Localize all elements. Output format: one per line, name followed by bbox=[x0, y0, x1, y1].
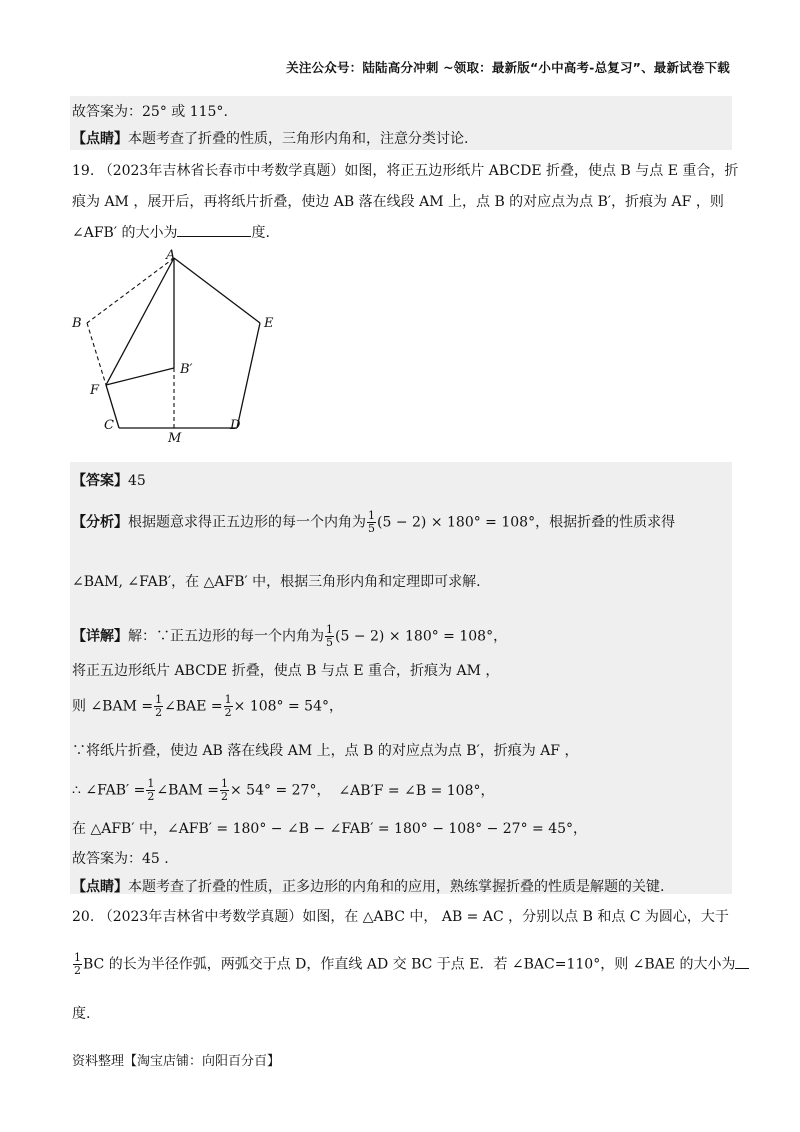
q19-detail-line6: 在 △AFB′ 中，∠AFB′ = 180° − ∠B − ∠FAB′ = 180° − 108° − 27° = 45°， bbox=[72, 821, 588, 837]
label-F: F bbox=[90, 383, 100, 398]
detail-text-3: × 54° = 27°， bbox=[230, 782, 331, 799]
stem-text-end: 度. bbox=[251, 225, 270, 241]
fraction bbox=[146, 778, 155, 803]
fraction bbox=[220, 778, 229, 803]
q20-stem-line2 bbox=[72, 952, 749, 977]
fraction bbox=[73, 952, 82, 977]
label-D: D bbox=[230, 418, 241, 433]
stem-text: BC 的长为半径作弧，两弧交于点 D，作直线 AD 交 BC 于点 E．若 ∠BAC=110°，则 ∠BAE 的大小为 bbox=[83, 956, 736, 973]
q19-stem-line2: 痕为 AM ，展开后，再将纸片折叠，使边 AB 落在线段 AM 上，点 B 的对应点为点 B′，折痕为 AF ，则 bbox=[72, 194, 724, 210]
analysis-text: 根据题意求得正五边形的每一个内角为 bbox=[128, 514, 366, 531]
analysis-label: 【分析】 bbox=[72, 514, 128, 531]
frac-den: 2 bbox=[224, 706, 232, 719]
fraction bbox=[367, 510, 376, 535]
q19-comment bbox=[72, 876, 664, 896]
label-E: E bbox=[264, 316, 274, 331]
q19-detail-line3 bbox=[72, 694, 343, 719]
label-C: C bbox=[104, 418, 114, 433]
q19-stem-line3 bbox=[72, 222, 270, 242]
detail-text-4: ∠AB′F = ∠B = 108°， bbox=[338, 782, 495, 799]
frac-num: 1 bbox=[74, 951, 81, 964]
fraction bbox=[325, 624, 334, 649]
fraction bbox=[224, 694, 233, 719]
answer-prefix: 故答案为： bbox=[72, 104, 142, 120]
comment-label: 【点睛】 bbox=[72, 879, 128, 895]
q20-stem-line1: 20. （2023年吉林省中考数学真题）如图，在 △ABC 中， AB = AC ，分别以点 B 和点 C 为圆心，大于 bbox=[72, 909, 729, 925]
frac-den: 2 bbox=[155, 706, 163, 719]
label-A: A bbox=[166, 248, 176, 263]
answer-value: 25° 或 115° bbox=[142, 104, 224, 120]
answer-blank bbox=[177, 224, 251, 237]
q19-analysis-line2: ∠BAM, ∠FAB′，在 △AFB′ 中，根据三角形内角和定理即可求解. bbox=[72, 574, 481, 590]
answer-blank bbox=[735, 956, 749, 969]
frac-num: 1 bbox=[326, 623, 333, 636]
frac-num: 1 bbox=[224, 693, 232, 706]
answer-suffix: . bbox=[223, 104, 228, 120]
q19-detail-line1 bbox=[72, 624, 507, 649]
frac-num: 1 bbox=[147, 777, 155, 790]
detail-label: 【详解】 bbox=[72, 628, 128, 645]
label-M: M bbox=[168, 431, 182, 446]
frac-den: 5 bbox=[368, 522, 375, 535]
pentagon-figure bbox=[60, 246, 360, 456]
frac-den: 2 bbox=[221, 790, 228, 803]
frac-num: 1 bbox=[155, 693, 163, 706]
q20-stem-line3: 度. bbox=[72, 1006, 91, 1022]
analysis-text-2: (5 − 2) × 180° = 108°，根据折叠的性质求得 bbox=[377, 514, 676, 531]
frac-den: 2 bbox=[74, 964, 81, 977]
comment-label: 【点睛】 bbox=[72, 131, 128, 147]
fraction bbox=[154, 694, 163, 719]
label-Bprime: B′ bbox=[180, 362, 193, 377]
frac-num: 1 bbox=[221, 777, 228, 790]
page-header: 关注公众号：陆陆高分冲刺 ~领取：最新版“小中高考-总复习”、最新试卷下载 bbox=[286, 60, 730, 75]
q19-answer bbox=[72, 470, 146, 490]
comment-text: 本题考查了折叠的性质，三角形内角和，注意分类讨论. bbox=[128, 131, 469, 147]
q18-answer bbox=[72, 101, 228, 121]
comment-text: 本题考查了折叠的性质，正多边形的内角和的应用，熟练掌握折叠的性质是解题的关键. bbox=[128, 879, 665, 895]
frac-num: 1 bbox=[368, 509, 375, 522]
q19-detail-line7: 故答案为：45 . bbox=[72, 851, 169, 867]
detail-text: 解：∵正五边形的每一个内角为 bbox=[128, 628, 324, 645]
stem-text: ∠AFB′ 的大小为 bbox=[72, 225, 178, 241]
answer-label: 【答案】 bbox=[72, 473, 128, 489]
page-footer: 资料整理【淘宝店铺：向阳百分百】 bbox=[72, 1054, 281, 1069]
label-B: B bbox=[72, 316, 82, 331]
detail-text-3: × 108° = 54°， bbox=[233, 698, 343, 715]
answer-value: 45 bbox=[128, 473, 146, 489]
q19-analysis-line1 bbox=[72, 510, 675, 535]
q19-detail-line4: ∵将纸片折叠，使边 AB 落在线段 AM 上，点 B 的对应点为点 B′，折痕为 AF ， bbox=[72, 743, 579, 759]
q19-detail-line2: 将正五边形纸片 ABCDE 折叠，使点 B 与点 E 重合，折痕为 AM ， bbox=[72, 663, 500, 679]
detail-text-2: ∠BAM = bbox=[156, 782, 219, 799]
detail-text: 则 ∠BAM = bbox=[72, 698, 154, 715]
detail-text-2: (5 − 2) × 180° = 108°， bbox=[335, 628, 508, 645]
frac-den: 2 bbox=[147, 790, 155, 803]
q18-comment bbox=[72, 128, 468, 148]
frac-den: 5 bbox=[326, 636, 333, 649]
detail-text-2: ∠BAE = bbox=[164, 698, 223, 715]
detail-text: ∴ ∠FAB′ = bbox=[72, 782, 146, 799]
q19-detail-line5 bbox=[72, 778, 494, 803]
q19-stem-line1: 19. （2023年吉林省长春市中考数学真题）如图，将正五边形纸片 ABCDE 折叠，使点 B 与点 E 重合，折 bbox=[72, 163, 739, 179]
